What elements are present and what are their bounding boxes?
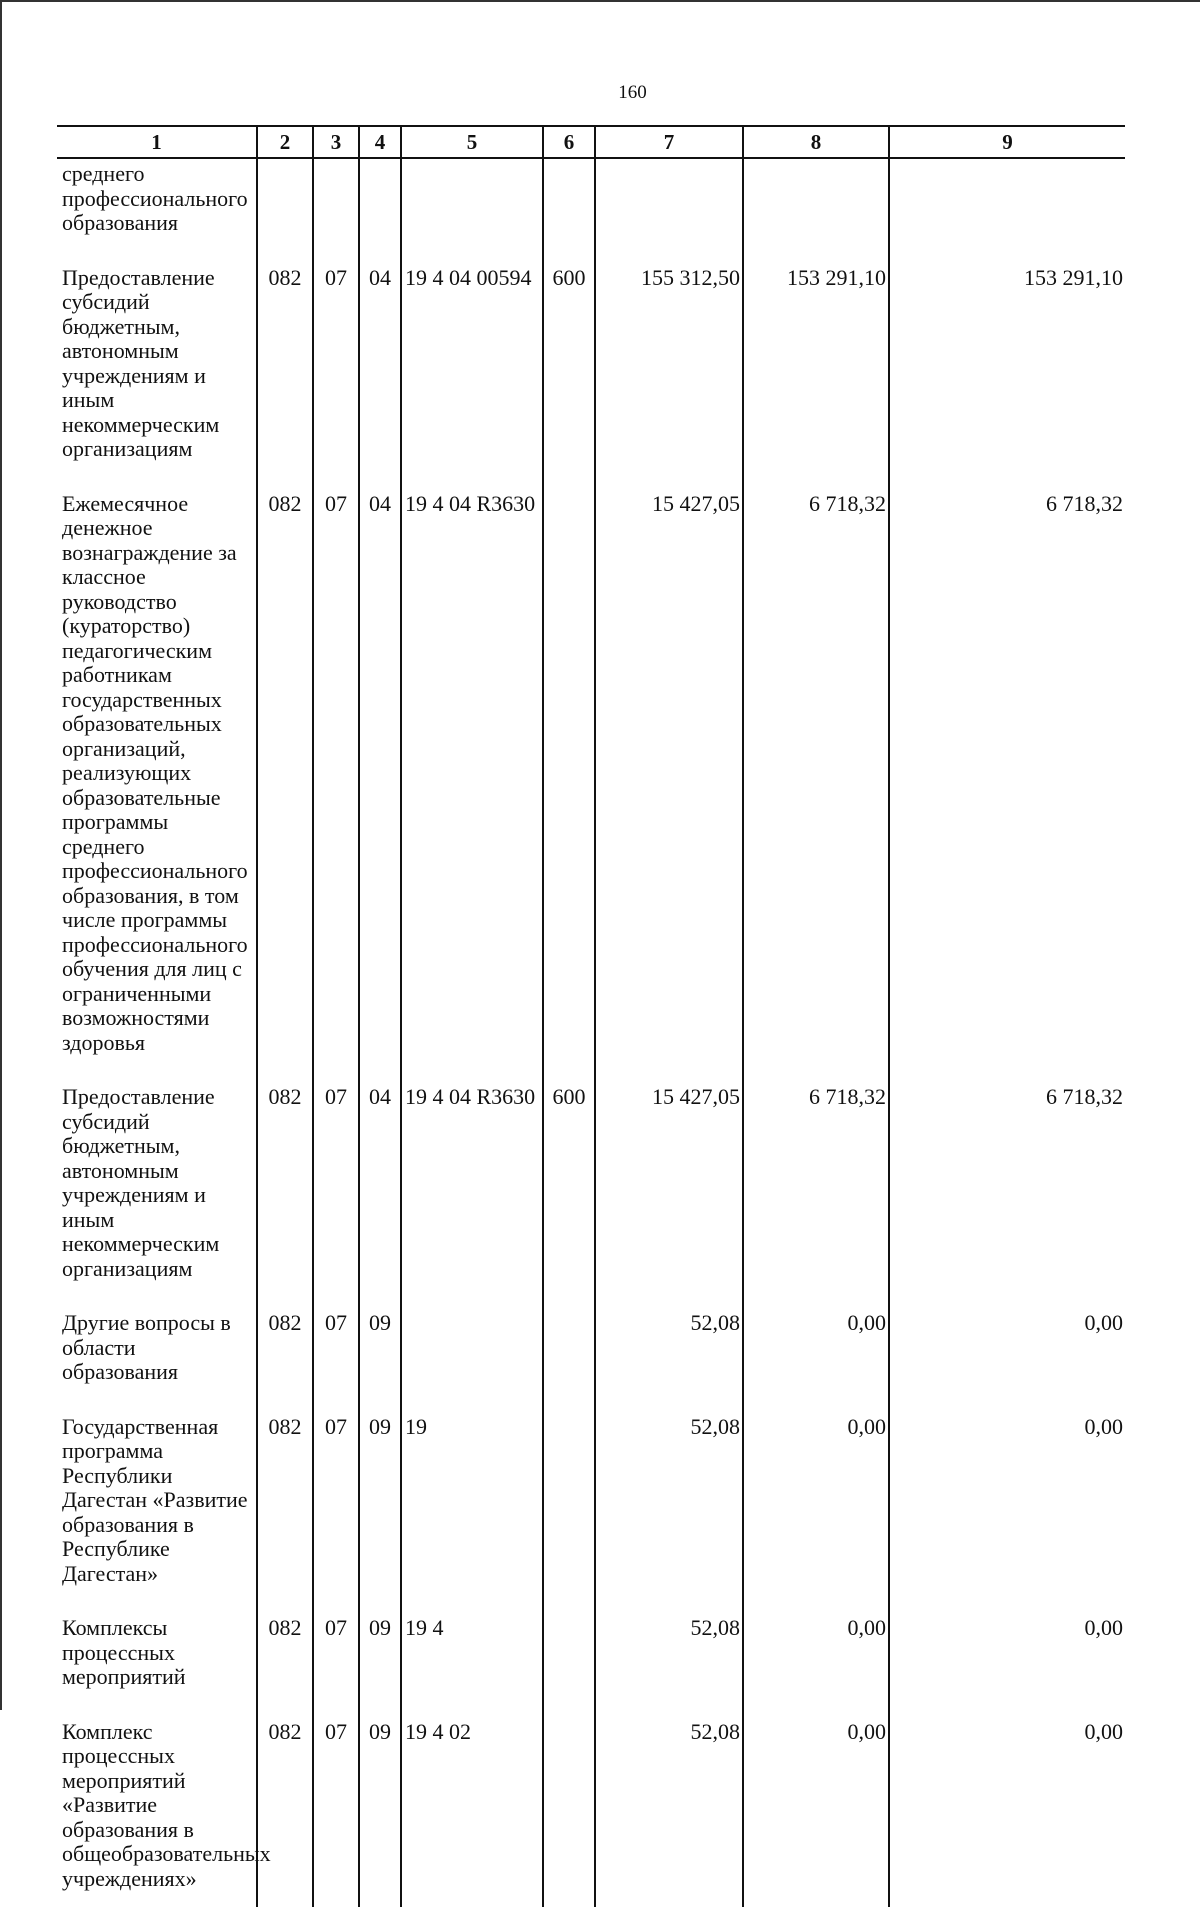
row-cell-7: 155 312,50 (595, 266, 743, 492)
row-cell-4: 04 (359, 1085, 401, 1311)
row-name-text: Ежемесячное денежное вознаграждение за классное руководство (кураторство) педагогическим работникам государственных образовательных организаций, реализующих образовательные программы среднего профессионального образования, в том числе программы профессионального обучения для лиц с ограниченными возможностями здоровья (62, 492, 252, 1056)
row-cell-3: 07 (313, 1616, 359, 1720)
row-cell-3: 07 (313, 492, 359, 1086)
row-cell-5: 19 4 02 (401, 1720, 543, 1907)
row-cell-6 (543, 492, 595, 1086)
row-cell-2: 082 (257, 492, 313, 1086)
table-row (57, 492, 1125, 1086)
row-cell-6 (543, 1311, 595, 1415)
row-cell-9: 0,00 (889, 1720, 1125, 1907)
row-cell-3: 07 (313, 1415, 359, 1617)
row-name-text: Предоставление субсидий бюджетным, автономным учреждениям и иным некоммерческим организациям (62, 1085, 252, 1281)
row-cell-7: 15 427,05 (595, 1085, 743, 1311)
row-cell-3: 07 (313, 1311, 359, 1415)
table-row (57, 1720, 1125, 1907)
row-cell-9 (889, 158, 1125, 266)
row-cell-2: 082 (257, 1311, 313, 1415)
table-row (57, 1085, 1125, 1311)
row-cell-7 (595, 158, 743, 266)
row-cell-5: 19 (401, 1415, 543, 1617)
row-cell-4: 09 (359, 1415, 401, 1617)
row-cell-7: 15 427,05 (595, 492, 743, 1086)
header-col-5: 5 (401, 126, 543, 158)
row-cell-6 (543, 1616, 595, 1720)
header-col-9: 9 (889, 126, 1125, 158)
header-col-4: 4 (359, 126, 401, 158)
row-cell-3 (313, 158, 359, 266)
row-cell-7: 52,08 (595, 1311, 743, 1415)
row-cell-4 (359, 158, 401, 266)
row-cell-6: 600 (543, 1085, 595, 1311)
row-cell-4: 09 (359, 1311, 401, 1415)
row-cell-9: 6 718,32 (889, 1085, 1125, 1311)
row-cell-9: 153 291,10 (889, 266, 1125, 492)
row-name (57, 1616, 257, 1720)
row-cell-8: 0,00 (743, 1720, 889, 1907)
row-name-text: Комплексы процессных мероприятий (62, 1616, 252, 1690)
row-name-text: Государственная программа Республики Дагестан «Развитие образования в Республике Дагестан» (62, 1415, 252, 1587)
row-cell-7: 52,08 (595, 1616, 743, 1720)
row-name (57, 1311, 257, 1415)
row-cell-3: 07 (313, 1720, 359, 1907)
table-row (57, 1616, 1125, 1720)
row-name-text: Комплекс процессных мероприятий «Развитие образования в общеобразовательных учреждениях» (62, 1720, 252, 1892)
row-cell-5: 19 4 04 R3630 (401, 1085, 543, 1311)
row-cell-6 (543, 1415, 595, 1617)
row-name (57, 1415, 257, 1617)
row-cell-8: 153 291,10 (743, 266, 889, 492)
row-cell-5: 19 4 04 00594 (401, 266, 543, 492)
row-cell-7: 52,08 (595, 1415, 743, 1617)
row-cell-8: 0,00 (743, 1616, 889, 1720)
table-row (57, 158, 1125, 266)
row-cell-4: 09 (359, 1616, 401, 1720)
table-row (57, 266, 1125, 492)
row-cell-9: 0,00 (889, 1616, 1125, 1720)
row-name (57, 1085, 257, 1311)
header-col-6: 6 (543, 126, 595, 158)
row-cell-5: 19 4 04 R3630 (401, 492, 543, 1086)
header-col-7: 7 (595, 126, 743, 158)
row-cell-5 (401, 1311, 543, 1415)
row-name (57, 492, 257, 1086)
row-cell-2 (257, 158, 313, 266)
row-name-text: Другие вопросы в области образования (62, 1311, 252, 1385)
row-cell-9: 0,00 (889, 1415, 1125, 1617)
row-cell-8: 6 718,32 (743, 1085, 889, 1311)
row-cell-9: 0,00 (889, 1311, 1125, 1415)
row-cell-4: 04 (359, 492, 401, 1086)
row-name (57, 1720, 257, 1907)
page-top-border (0, 0, 1200, 2)
row-cell-2: 082 (257, 1415, 313, 1617)
row-name (57, 158, 257, 266)
row-name-text: Предоставление субсидий бюджетным, автономным учреждениям и иным некоммерческим организациям (62, 266, 252, 462)
row-cell-7: 52,08 (595, 1720, 743, 1907)
budget-table (57, 125, 1125, 1907)
row-cell-4: 04 (359, 266, 401, 492)
header-col-2: 2 (257, 126, 313, 158)
table-header-row (57, 126, 1125, 158)
row-name-text: среднего профессионального образования (62, 162, 252, 236)
row-cell-8 (743, 158, 889, 266)
row-cell-8: 0,00 (743, 1311, 889, 1415)
table-row (57, 1311, 1125, 1415)
page-left-border (0, 0, 2, 1710)
row-cell-2: 082 (257, 1085, 313, 1311)
row-cell-6: 600 (543, 266, 595, 492)
row-cell-3: 07 (313, 266, 359, 492)
header-col-8: 8 (743, 126, 889, 158)
row-cell-3: 07 (313, 1085, 359, 1311)
row-cell-2: 082 (257, 1720, 313, 1907)
header-col-1: 1 (57, 126, 257, 158)
row-cell-2: 082 (257, 266, 313, 492)
page-number: 160 (0, 82, 1200, 104)
row-cell-4: 09 (359, 1720, 401, 1907)
row-cell-2: 082 (257, 1616, 313, 1720)
row-cell-6 (543, 158, 595, 266)
table-row (57, 1415, 1125, 1617)
header-col-3: 3 (313, 126, 359, 158)
row-cell-8: 6 718,32 (743, 492, 889, 1086)
row-cell-8: 0,00 (743, 1415, 889, 1617)
row-cell-5 (401, 158, 543, 266)
row-cell-6 (543, 1720, 595, 1907)
row-cell-5: 19 4 (401, 1616, 543, 1720)
row-cell-9: 6 718,32 (889, 492, 1125, 1086)
row-name (57, 266, 257, 492)
